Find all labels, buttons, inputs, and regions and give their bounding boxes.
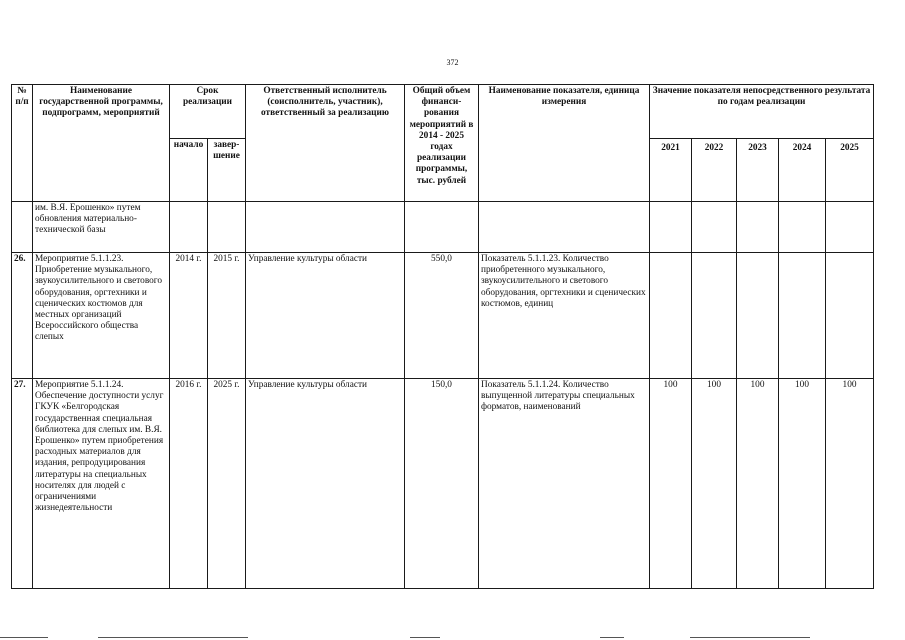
page-number: 372 [446,58,459,67]
scan-edge-mark [600,637,624,638]
scan-edge-mark [690,637,810,638]
row-volume: 550,0 [405,253,479,379]
header-volume: Общий объем финанси-рования мероприятий в 2014 - 2025 годах реализации программы, тыс. рублей [405,85,479,202]
row-value: 100 [650,379,692,589]
row-end: 2015 г. [208,253,246,379]
header-indicator: Наименование показателя, единица измерения [479,85,650,202]
row-responsible [246,202,405,253]
header-year: 2024 [779,139,826,202]
row-volume [405,202,479,253]
row-value [650,253,692,379]
row-value [737,253,779,379]
row-name: Мероприятие 5.1.1.24. Обеспечение доступности услуг ГКУК «Белгородская государственная специальная библиотека для слепых им. В.Я. Ерошенко» путем приобретения расходных материалов для издания, репродуцирования литературы на специальных носителях для людей с ограничениями жизнедеятельности [33,379,170,589]
row-value: 100 [737,379,779,589]
row-volume: 150,0 [405,379,479,589]
row-value [826,253,874,379]
program-table [11,84,874,589]
program-table-wrapper [11,84,873,589]
row-indicator: Показатель 5.1.1.23. Количество приобретенного музыкального, звукоусилительного и светового оборудования, оргтехники и сценических костюмов, единиц [479,253,650,379]
row-num [12,202,33,253]
scan-edge-mark [410,637,440,638]
header-num: № п/п [12,85,33,202]
row-value [692,202,737,253]
row-responsible: Управление культуры области [246,379,405,589]
row-indicator [479,202,650,253]
row-name: им. В.Я. Ерошенко» путем обновления материально-технической базы [33,202,170,253]
header-row-1 [12,85,874,139]
header-year: 2023 [737,139,779,202]
row-value [737,202,779,253]
row-responsible: Управление культуры области [246,253,405,379]
row-value [650,202,692,253]
header-year: 2025 [826,139,874,202]
row-start [170,202,208,253]
row-value [779,253,826,379]
header-responsible: Ответственный исполнитель (соисполнитель, участник), ответственный за реализацию [246,85,405,202]
row-num: 27. [12,379,33,589]
row-value: 100 [779,379,826,589]
header-period: Срок реализации [170,85,246,139]
header-year: 2021 [650,139,692,202]
header-year: 2022 [692,139,737,202]
row-indicator: Показатель 5.1.1.24. Количество выпущенной литературы специальных форматов, наименований [479,379,650,589]
row-value: 100 [826,379,874,589]
row-value [826,202,874,253]
table-row [12,202,874,253]
row-end [208,202,246,253]
row-value [692,253,737,379]
header-start: начало [170,139,208,202]
scan-edge-mark [0,637,48,638]
header-values: Значение показателя непосредственного результата по годам реализации [650,85,874,139]
row-start: 2014 г. [170,253,208,379]
scan-edge-mark [98,637,248,638]
row-value [779,202,826,253]
header-name: Наименование государственной программы, подпрограмм, мероприятий [33,85,170,202]
row-name: Мероприятие 5.1.1.23. Приобретение музыкального, звукоусилительного и светового оборудования, оргтехники и сценических костюмов для местных организаций Всероссийского общества слепых [33,253,170,379]
table-row [12,253,874,379]
row-end: 2025 г. [208,379,246,589]
row-start: 2016 г. [170,379,208,589]
table-row [12,379,874,589]
header-end: завер-шение [208,139,246,202]
row-value: 100 [692,379,737,589]
row-num: 26. [12,253,33,379]
